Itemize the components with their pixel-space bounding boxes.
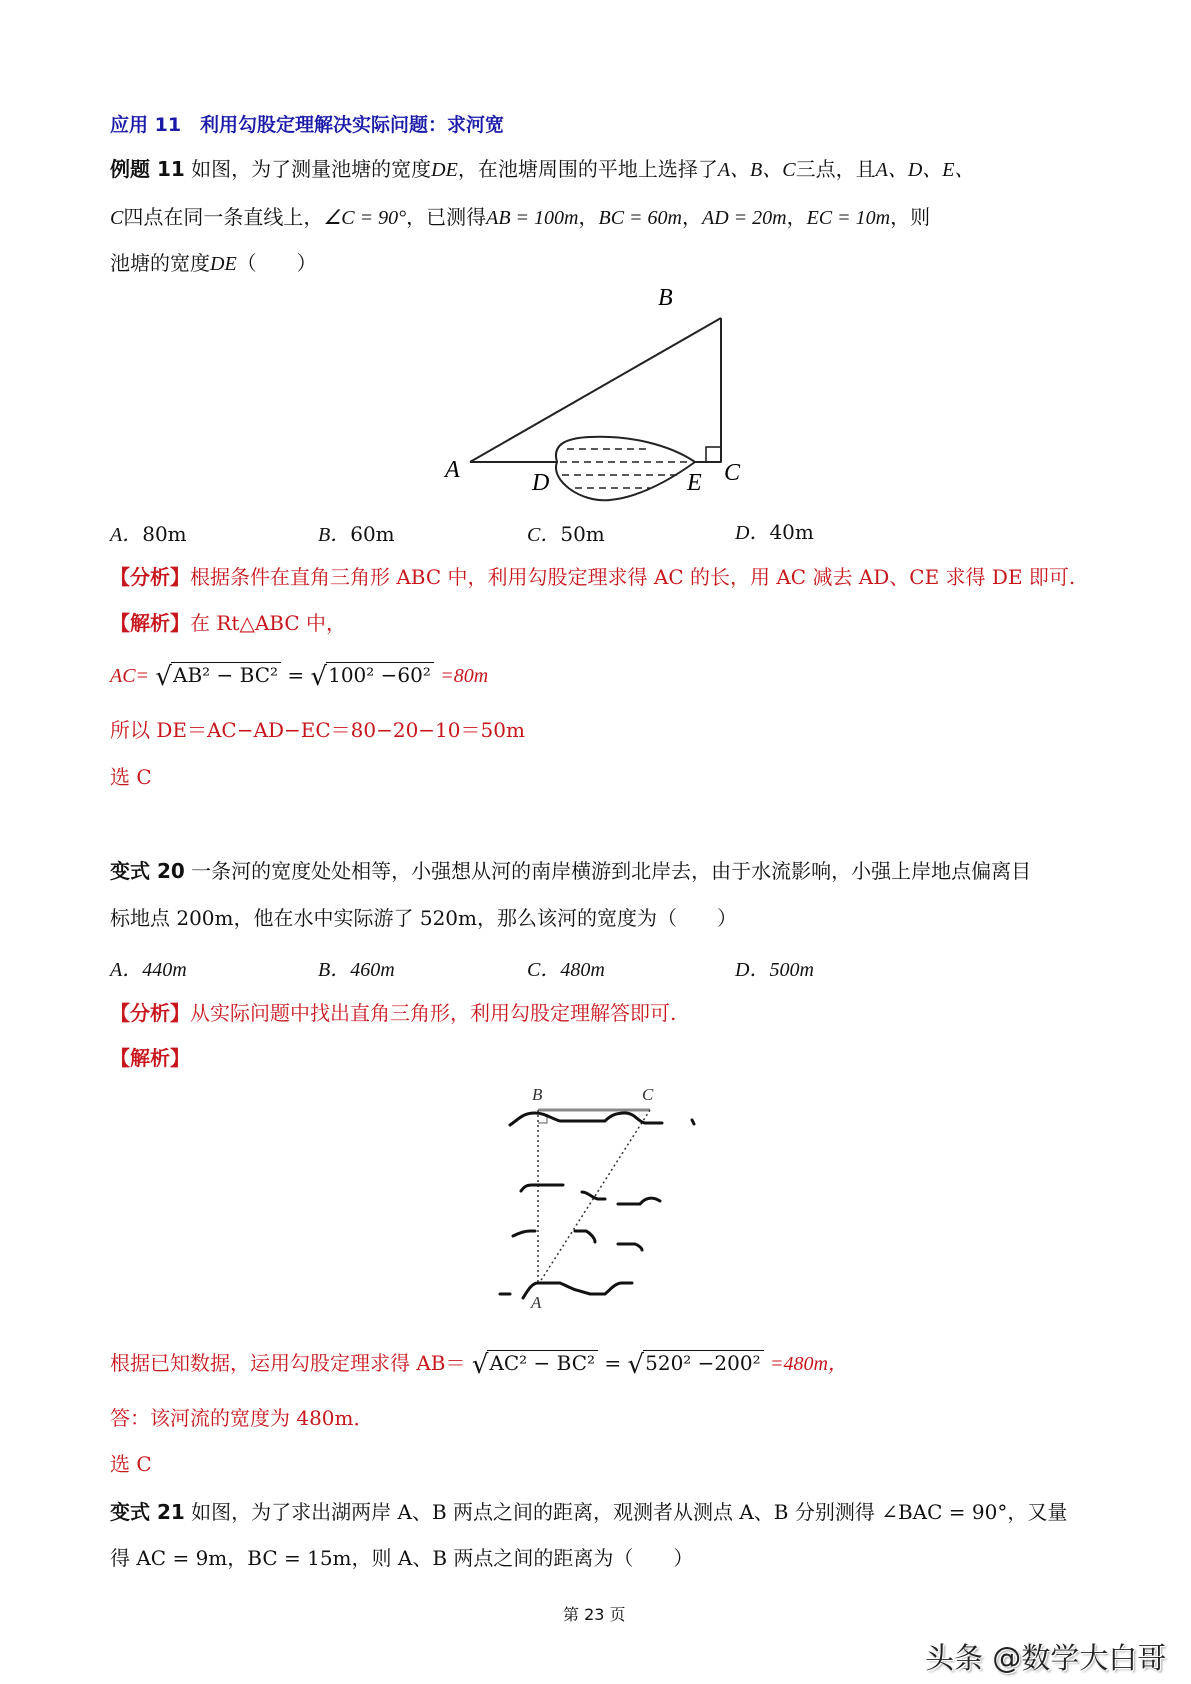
text: 如图，为了测量池塘的宽度 — [191, 157, 432, 181]
var: DE — [431, 159, 458, 181]
option-value: 440m — [142, 959, 187, 981]
example11-analysis — [110, 565, 1075, 589]
solution-text: 在 Rt△ABC 中， — [190, 611, 347, 635]
variant21-label: 变式 21 — [110, 1500, 185, 1524]
var: A、D、E、 — [875, 159, 975, 181]
example11-so-line: 所以 DE＝AC−AD−EC＝80−20−10＝50m — [110, 718, 525, 742]
variant21-line2: 得 AC = 9m，BC = 15m，则 A、B 两点之间的距离为（ ） — [110, 1546, 694, 1570]
text: 四点在同一条直线上， — [123, 205, 324, 229]
label-b: B — [658, 285, 673, 311]
option-value: 480m — [560, 959, 605, 981]
option-key: A． — [110, 959, 143, 981]
var: DE — [210, 253, 237, 275]
radical-icon: √ — [155, 662, 172, 692]
radical-icon: √ — [627, 1350, 645, 1380]
example11-formula — [110, 662, 489, 692]
analysis-text: 根据条件在直角三角形 ABC 中，利用勾股定理求得 AC 的长，用 AC 减去 AD、CE 求得 DE 即可. — [190, 565, 1076, 589]
equals: = — [287, 663, 305, 687]
label-c: C — [642, 1085, 654, 1104]
option-value: 500m — [769, 959, 814, 981]
variant20-solution-label: 【解析】 — [110, 1046, 190, 1070]
variant20-line2: 标地点 200m，他在水中实际游了 520m，那么该河的宽度为（ ） — [110, 906, 737, 930]
radicand-1: AC² − BC² — [487, 1350, 598, 1375]
pond-shape — [556, 437, 695, 501]
variant20-label: 变式 20 — [110, 859, 185, 883]
label-b: B — [532, 1085, 543, 1104]
analysis-label: 【分析】 — [110, 565, 190, 589]
example11-line1 — [110, 157, 975, 182]
option-key: C． — [527, 959, 561, 981]
formula-prefix: 根据已知数据，运用勾股定理求得 AB＝ — [110, 1351, 466, 1375]
option-key: A． — [110, 524, 143, 546]
text: 三点，且 — [795, 157, 876, 181]
example11-line2: C四点在同一条直线上，∠C = 90°，已测得AB = 100m，BC = 60m，AD = 20m，EC = 10m，则 — [110, 205, 931, 229]
radicand-1: AB² − BC² — [171, 662, 281, 687]
variant20-formula — [110, 1350, 848, 1380]
label-a: A — [531, 1293, 542, 1312]
analysis-label: 【分析】 — [110, 1001, 190, 1025]
variant20-answer: 答：该河流的宽度为 480m． — [110, 1406, 374, 1430]
option-d — [735, 516, 814, 545]
option-c — [527, 518, 605, 547]
given-ec: EC = 10m — [806, 207, 891, 229]
option-key: C． — [527, 524, 561, 546]
formula-result: =80m — [440, 665, 489, 687]
answer-blank: （ ） — [236, 251, 317, 275]
label-e: E — [687, 470, 702, 496]
option-value: 40m — [769, 520, 814, 544]
example11-line3 — [110, 251, 317, 276]
option-b — [318, 953, 395, 982]
example11-choice: 选 C — [110, 765, 152, 789]
option-value: 60m — [350, 522, 395, 546]
variant20-choice: 选 C — [110, 1452, 152, 1476]
example11-label: 例题 11 — [110, 157, 185, 181]
option-key: D． — [735, 959, 770, 981]
radicand-2: 100² −60² — [326, 662, 434, 687]
label-a: A — [445, 457, 460, 483]
text: 池塘的宽度 — [110, 251, 210, 275]
formula-lhs: AC= — [110, 665, 150, 687]
variant20-analysis — [110, 1001, 676, 1025]
right-angle-mark — [706, 447, 721, 462]
option-key: B． — [318, 524, 351, 546]
label-d: D — [532, 470, 550, 496]
watermark: 头条 @数学大白哥 — [925, 1641, 1167, 1675]
option-a — [110, 953, 187, 982]
option-key: D． — [735, 522, 770, 544]
given-ad: AD = 20m — [701, 207, 787, 229]
given-ab: AB = 100m — [486, 207, 579, 229]
text: ，在池塘周围的平地上选择了 — [457, 157, 718, 181]
option-key: B． — [318, 959, 351, 981]
text: 一条河的宽度处处相等，小强想从河的南岸横游到北岸去，由于水流影响，小强上岸地点偏离目 — [191, 859, 1032, 883]
variant20-line1 — [110, 859, 1031, 883]
var: C — [110, 207, 124, 229]
angle: ∠C = 90° — [323, 207, 407, 229]
option-c — [527, 953, 605, 982]
label-c: C — [724, 460, 741, 486]
variant21-line1 — [110, 1500, 1067, 1524]
radical-icon: √ — [471, 1350, 489, 1380]
radical-icon: √ — [310, 662, 328, 692]
text: ，则 — [890, 205, 931, 229]
option-value: 460m — [350, 959, 395, 981]
river-banks — [500, 1113, 694, 1298]
example11-solution — [110, 611, 346, 635]
formula-result: =480m， — [769, 1353, 848, 1375]
text: 如图，为了求出湖两岸 A、B 两点之间的距离，观测者从测点 A、B 分别测得 ∠BAC = 90°，又量 — [191, 1500, 1068, 1524]
section-title: 应用 11 利用勾股定理解决实际问题：求河宽 — [110, 114, 505, 136]
pond-triangle-figure — [440, 285, 760, 505]
solution-label: 【解析】 — [110, 611, 190, 635]
text: ，已测得 — [406, 205, 487, 229]
given-bc: BC = 60m — [598, 207, 682, 229]
option-a — [110, 518, 187, 547]
equals: = — [604, 1351, 622, 1375]
var: A、B、C — [717, 159, 796, 181]
analysis-text: 从实际问题中找出直角三角形，利用勾股定理解答即可. — [190, 1001, 677, 1025]
option-value: 50m — [560, 522, 605, 546]
option-b — [318, 518, 395, 547]
option-value: 80m — [142, 522, 187, 546]
river-figure — [480, 1080, 720, 1320]
radicand-2: 520² −200² — [643, 1350, 764, 1375]
page-number: 第 23 页 — [563, 1605, 626, 1624]
option-d — [735, 953, 814, 982]
